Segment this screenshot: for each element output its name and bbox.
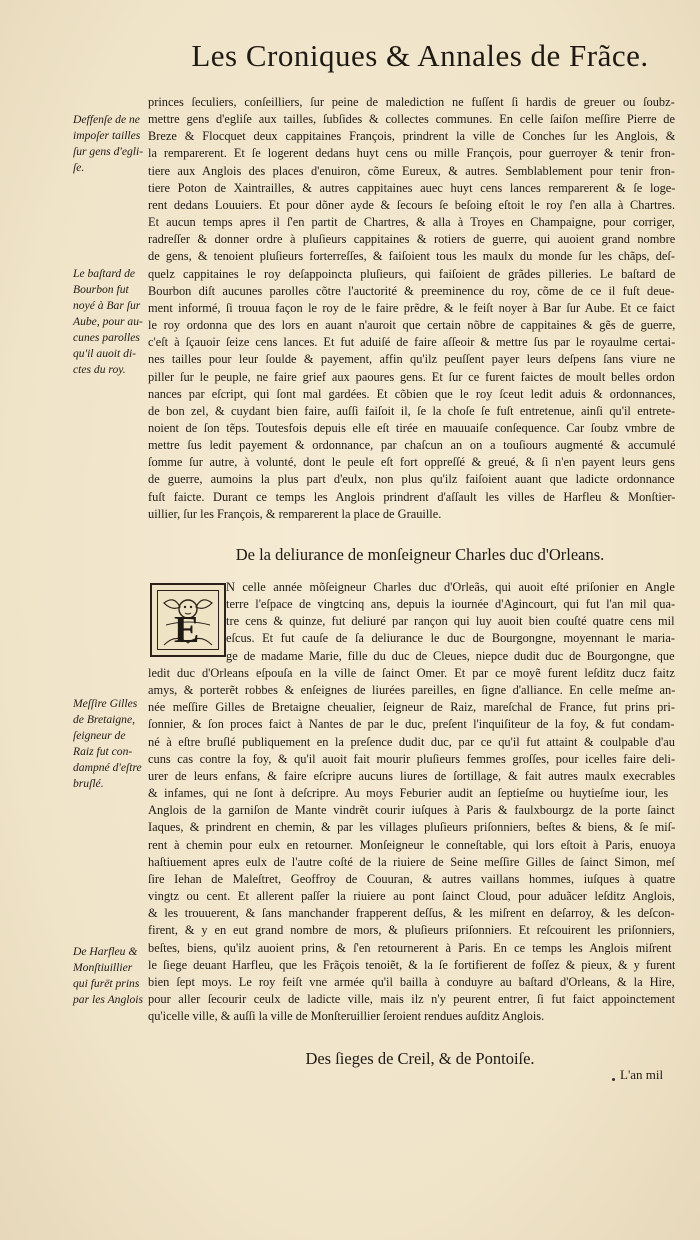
text-line: mettre gens d'egliſe aux tailles, ſubſides & collectes communes. En celle ſaiſon meſſire Pierre de xyxy=(148,112,675,127)
text-line: ſomme ſur autre, à volunté, dont le peule eſt fort oppreſſé & greué, & ſi n'en payent leurs gens xyxy=(148,455,675,470)
text-line: urer de leurs enfans, & faire eſcripre aucuns liures de ſortillage, & fait autres maulx execrables xyxy=(148,768,675,783)
margin-note-line: Raiz fut con- xyxy=(73,745,133,758)
text-line: c'eſt à ſçauoir ſeize cens lances. Et fut aduiſé de faire aſſeoir & mettre ſus par le royaulme certai- xyxy=(148,335,675,350)
text-line: ment informé, ſi trouua façon le roy de le faire prẽdre, & le feiſt noyer à Bar ſur Aube. Et ce faict xyxy=(148,300,675,315)
section-title-deliurance: De la deliurance de monſeigneur Charles duc d'Orleans. xyxy=(235,545,605,564)
text-line: Iaques, & prindrent en chemin, & par les villages pluſieurs priſonniers, beſtes & biens, & ſe miſ- xyxy=(148,820,675,835)
margin-note-line: dampné d'eſtre xyxy=(73,761,142,774)
text-line: beſtes, biens, qu'ilz auoient prins, & ſ'en retournerent à Paris. En ce temps les Anglois miſrent xyxy=(148,940,672,955)
margin-note-line: qu'il auoit di- xyxy=(73,347,137,360)
margin-note-line: ſe. xyxy=(73,161,85,174)
text-line: Anglois de la garniſon de Mante vindrẽt courir iuſques à Paris & faulxbourgz de la porte ſainct xyxy=(148,803,675,818)
margin-note-line: bruſlé. xyxy=(73,777,104,790)
text-line: N celle année mõſeigneur Charles duc d'Orleãs, qui auoit eſté priſonier en Angle xyxy=(226,580,675,594)
text-line: princes ſeculiers, conſeilliers, ſur peine de malediction ne fuſſent ſi hardis de greuer ou ſoubz- xyxy=(148,95,675,109)
margin-note-line: De Harfleu & xyxy=(73,945,138,958)
margin-note-line: par les Anglois xyxy=(73,993,143,1006)
text-line: vingtz ou cent. Et allerent paſſer la riuiere au pont ſainct Cloud, pour aduãcer leſditz Anglois, xyxy=(148,889,675,904)
text-line: bien ſept moys. Le roy feiſt vne armée qu'il bailla à conduyre au baſtard d'Orleans, & la Hire, xyxy=(148,974,675,989)
text-line: nances par eſcript, qui ſont mal gardées. Et cõbien que le roy ſceut ledit aduis & ordonnances, xyxy=(148,386,675,401)
text-line: Bourbon diſt aucunes parolles cõtre l'auctorité & preeminence du roy, cõme de ce il fuſt deue- xyxy=(148,283,675,298)
margin-note-1 xyxy=(73,112,145,176)
margin-note-line: qui furët prins xyxy=(73,977,140,990)
text-line: qu'icelle ville, & auſſi la ville de Monſteruillier ſeroient rendues auſditz Anglois. xyxy=(148,1009,545,1024)
text-line: haſtiuement apres eulx de l'autre coſté de la riuiere de Seine meſſire Gilles de ſainct Simon, meſ xyxy=(148,854,675,869)
text-line: tiere aux Anglois des places d'enuiron, cõme Eureux, & autres. Semblablement pour tenir fron- xyxy=(148,163,675,178)
text-line: tre cens & quinze, fut deliuré par rançon qui luy auoit bien couſté quatre cens mil xyxy=(226,614,675,629)
text-line: de guerre, aumoins la plus part d'eulx, non plus qu'ilz faiſoient auant que ladicte ordonnance xyxy=(148,472,675,487)
text-line: firent, & y en eut grand nombre de mors, & pluſieurs priſonniers. Et reſcouirent les priſonniers, xyxy=(148,923,675,938)
text-line: fuſt faicte. Durant ce temps les Anglois prindrent d'aſſault les villes de Harfleu & Monſtier- xyxy=(148,489,675,504)
margin-note-line: cunes parolles xyxy=(73,331,140,344)
margin-note-line: Meſſire Gilles xyxy=(73,697,138,710)
text-line: & infames, qui ne ſont à deſcripre. Au moys Feburier audit an ſeptieſme ou huytieſme iour, les xyxy=(148,786,669,801)
margin-note-3 xyxy=(73,696,145,792)
text-line: ledit duc d'Orleans eſpouſa en la ville de ſainct Omer. Et par ce moyẽ furent leſditz ducz faitz xyxy=(148,666,675,680)
margin-note-line: Le baſtard de xyxy=(73,267,136,280)
text-line: cuns cas contre la foy, & qu'il auoit fait mourir pluſieurs femmes groſſes, pour icelles faire deli- xyxy=(148,751,675,766)
body-text-block-1 xyxy=(148,94,675,523)
margin-note-line: Monſtiuillier xyxy=(73,961,133,974)
margin-note-line: de Bretaigne, xyxy=(73,713,136,726)
text-line: ſonnier, & ſon proces faict à Nantes de par le duc, preſent l'inquiſiteur de la foy, & fut condam- xyxy=(148,717,675,732)
margin-note-line: Bourbon fut xyxy=(73,283,129,296)
text-line: rent à chemin pour eulx en retourner. Monſeigneur le conneſtable, qui lors eſtoit à Paris, enuoya xyxy=(148,837,675,852)
text-line: le roy ordonna que des lors en auant n'auroit que certain nõbre de cappitaines & gẽs de guerre, xyxy=(148,318,675,333)
margin-note-line: Deffenſe de ne xyxy=(73,113,140,126)
text-line: de bon zel, & cuydant bien faire, auſſi faiſoit il, ſe la choſe ſe fuſt entretenue, ainſi qu'il entrete- xyxy=(148,403,675,418)
text-line: rent dedans Louuiers. Et pour dõner ayde & ſecours ſe beſoing eſtoit le roy ſ'en alla à Chartres. xyxy=(148,197,675,212)
text-line: amys, & porterẽt robbes & enſeignes de liurées pareilles, en ſigne d'alliance. En celle meſme an- xyxy=(148,683,675,698)
margin-note-line: ſur gens d'egli- xyxy=(73,145,144,158)
text-line: de gens, & tenoient pluſieurs forterreſſes, & faiſoient tous les maulx du monde ſur les chãps, deſ- xyxy=(148,249,675,264)
text-line: ſire Iehan de Maleſtret, Geoffroy de Couuran, & autres vaillans hommes, iuſques à quatre xyxy=(148,871,675,886)
margin-note-4 xyxy=(73,944,145,1008)
text-line: quelz cappitaines le roy deſappoincta pluſieurs, qui faiſoient de grãdes pilleries. Le baſtard de xyxy=(148,266,675,281)
text-line: née meſſire Gilles de Bretaigne cheualier, ſeigneur de Raiz, mareſchal de France, fut prins pri- xyxy=(148,700,675,715)
text-line: né à eſtre bruſlé publiquement en la preſence dudit duc, par ce qu'il fut attaint & coulpable d'au xyxy=(148,734,675,749)
text-line: Et aucun temps apres il ſ'en partit de Chartres, & alla à Troyes en Champaigne, pour corriger, xyxy=(148,215,675,230)
body-text-block-2 xyxy=(148,665,675,1025)
text-line: le ſiege deuant Harfleu, que les Frãçois tenoiẽt, & la ſe fortifierent de foſſez & pieux, & y furent xyxy=(148,957,675,972)
margin-note-line: ctes du roy. xyxy=(73,363,126,376)
margin-note-line: ſeigneur de xyxy=(73,729,126,742)
text-line: Breze & Flocquet deux cappitaines François, prindrent la ville de Conches ſur les Anglois, & xyxy=(148,129,675,144)
margin-note-line: impoſer tailles xyxy=(73,129,141,142)
margin-note-line: noyé à Bar ſur xyxy=(73,299,141,312)
text-line: mettre ſus ledit payement & ordonnance, par chaſcun an on a touſiours augmenté & accumulé xyxy=(148,438,675,453)
text-line: uillier, ſur les François, & remparerent la place de Grauille. xyxy=(148,506,442,521)
text-line: terre l'eſpace de vingtcinq ans, depuis la iournée d'Agincourt, qui fut l'an mil qua- xyxy=(226,597,675,612)
initial-letter: E xyxy=(174,609,200,651)
catch-mark xyxy=(612,1078,615,1081)
margin-note-2 xyxy=(73,266,145,378)
text-line: ge de madame Marie, fille du duc de Cleues, niepce dudit duc de Bourgongne, que xyxy=(226,648,675,663)
text-line: piller ſur le peuple, ne faire grief aux paoures gens. Et ſur ce furent faictes de moult belles ordon xyxy=(148,369,675,384)
running-header: Les Croniques & Annales de Frãce. xyxy=(191,38,649,73)
decorated-initial xyxy=(150,583,226,657)
text-line: radreſſer & donner ordre à pluſieurs cappitaines & rotiers de guerre, qui auoient grand nombre xyxy=(148,232,675,247)
text-line: eſcus. Et fut cauſe de ſa deliurance le duc de Bourgongne, moyennant le maria- xyxy=(226,631,675,646)
section-title-sieges: Des ſieges de Creil, & de Pontoiſe. xyxy=(305,1049,535,1068)
margin-note-line: Aube, pour au- xyxy=(73,315,143,328)
catchword: L'an mil xyxy=(620,1067,664,1082)
text-line: nes tailles pour leur ſoulde & payement, affin qu'ilz peuſſent payer leurs deſpens ſans viure ne xyxy=(148,352,675,367)
text-line: noient de ſon tẽps. Toutesfois depuis elle eſt tirée en mauuaiſe conſequence. Car ſoubz vmbre de xyxy=(148,420,675,435)
body-text-block-2-indented xyxy=(226,579,675,665)
text-line: pour aller ſecourir ceulx de ladicte ville, mais ilz n'y peurent entrer, ſi fut faict appoinctement xyxy=(148,991,675,1006)
text-line: la remparerent. Et ſe logerent dedans huyt cens ou mille François, pour guerroyer & tenir fron- xyxy=(148,146,675,161)
text-line: tiere Poton de Xaintrailles, & autres cappitaines auec huyt cens lances remparerent & ſe loge- xyxy=(148,180,675,195)
text-line: & les trouuerent, & ſans manchander frapperent deſſus, & les miſrent en deſarroy, & les deſcon- xyxy=(148,906,675,921)
